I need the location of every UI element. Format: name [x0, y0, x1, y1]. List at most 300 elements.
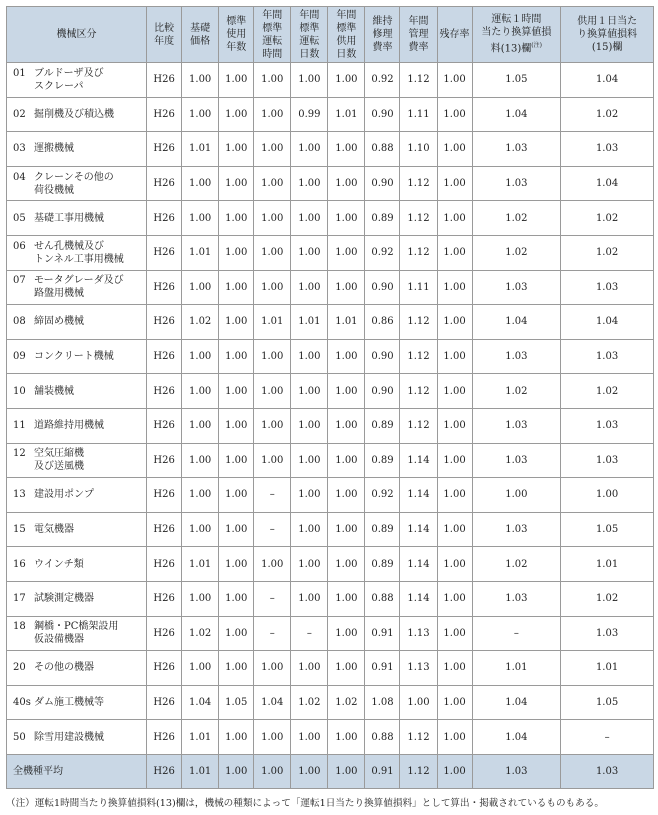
cell-year: H26	[147, 235, 182, 270]
cell-annual-days: 1.00	[291, 166, 328, 201]
cell-annual-service-days: 1.00	[328, 166, 365, 201]
table-row	[7, 581, 654, 616]
cell-maintenance: 0.92	[365, 478, 400, 513]
header-line: 管理	[408, 29, 429, 40]
header-annual-hours	[254, 7, 291, 63]
cell-residual: 1.00	[437, 201, 472, 236]
cell-category	[7, 374, 147, 409]
cell-daily-loss: 1.03	[561, 408, 654, 443]
category-code: 06	[13, 240, 26, 252]
cell-maintenance: 0.91	[365, 651, 400, 686]
cell-annual-hours: 1.00	[254, 651, 291, 686]
cell-year: H26	[147, 547, 182, 582]
category-name-line: 鋼橋・PC橋架設用	[34, 621, 119, 633]
cell-category	[7, 166, 147, 201]
header-line: 比較	[154, 22, 175, 34]
cell-maintenance: 0.88	[365, 132, 400, 167]
cell-hourly-loss: 1.04	[472, 685, 561, 720]
header-line: 供用１日当た	[577, 16, 638, 27]
cell-daily-loss: 1.03	[561, 339, 654, 374]
cell-annual-hours: 1.00	[254, 339, 291, 374]
cell-management: 1.12	[400, 201, 437, 236]
header-line: 供用	[336, 35, 357, 47]
category-name-line: 仮設備機器	[34, 634, 84, 646]
cell-residual: 1.00	[437, 374, 472, 409]
cell-management: 1.14	[400, 581, 437, 616]
cell-year: H26	[147, 478, 182, 513]
cell-management: 1.00	[400, 685, 437, 720]
category-code: 20	[13, 662, 26, 674]
category-name-line: 路盤用機械	[34, 288, 84, 300]
header-line: 費率	[408, 42, 429, 53]
category-code: 13	[13, 489, 26, 501]
cell-maintenance: 0.89	[365, 408, 400, 443]
cell-annual-hours: –	[254, 512, 291, 547]
cell-maintenance: 0.90	[365, 374, 400, 409]
cell-hourly-loss: 1.04	[472, 97, 561, 132]
category-name	[34, 558, 84, 571]
cell-category	[7, 685, 147, 720]
cell-annual-days: 1.00	[291, 651, 328, 686]
cell-base-price: 1.00	[182, 201, 219, 236]
cell-std-years: 1.00	[219, 305, 254, 340]
cell-annual-service-days: 1.00	[328, 270, 365, 305]
cell-base-price: 1.00	[182, 63, 219, 98]
cell-daily-loss: 1.00	[561, 478, 654, 513]
cell-base-price: 1.00	[182, 581, 219, 616]
cell-hourly-loss: 1.05	[472, 63, 561, 98]
cell-annual-days: 1.00	[291, 408, 328, 443]
header-line: 時間	[262, 48, 283, 60]
cell-hourly-loss: 1.03	[472, 408, 561, 443]
category-name	[34, 620, 118, 646]
cell-annual-service-days: 1.00	[328, 581, 365, 616]
category-code: 09	[13, 351, 26, 363]
cell-year: H26	[147, 305, 182, 340]
category-name	[34, 592, 94, 605]
category-code: 50	[13, 731, 26, 743]
cell-management: 1.14	[400, 512, 437, 547]
cell-hourly-loss: 1.01	[472, 651, 561, 686]
category-code: 17	[13, 593, 26, 605]
cell-annual-days: 0.99	[291, 97, 328, 132]
cell-base-price: 1.01	[182, 720, 219, 755]
cell-hourly-loss: 1.02	[472, 374, 561, 409]
header-line: 標準	[226, 16, 247, 27]
category-name-line: 試験測定機器	[34, 593, 94, 605]
cell-annual-service-days: 1.00	[328, 651, 365, 686]
cell-year: H26	[147, 201, 182, 236]
cell-annual-hours: –	[254, 616, 291, 651]
cell-daily-loss: 1.03	[561, 270, 654, 305]
category-name	[34, 171, 114, 197]
category-name-line: ダム施工機械等	[34, 696, 104, 708]
cell-residual: 1.00	[437, 685, 472, 720]
cell-std-years: 1.00	[219, 201, 254, 236]
header-management	[400, 7, 437, 63]
cell-year: H26	[147, 720, 182, 755]
header-std-years	[219, 7, 254, 63]
comparison-table	[6, 6, 654, 789]
cell-residual: 1.00	[437, 512, 472, 547]
cell-base-price: 1.00	[182, 651, 219, 686]
header-line: 運転１時間	[491, 14, 542, 26]
category-name-line: 掘削機及び積込機	[34, 108, 114, 120]
cell-residual: 1.00	[437, 408, 472, 443]
cell-std-years: 1.00	[219, 374, 254, 409]
cell-management: 1.13	[400, 616, 437, 651]
cell-annual-days: 1.00	[291, 270, 328, 305]
cell-base-price: 1.00	[182, 374, 219, 409]
header-line: 標準	[262, 22, 283, 34]
cell-category	[7, 720, 147, 755]
cell-annual-hours: 1.00	[254, 97, 291, 132]
header-hourly-loss	[472, 7, 561, 63]
header-line: 年数	[226, 42, 247, 53]
cell-maintenance: 0.92	[365, 235, 400, 270]
cell-year: H26	[147, 166, 182, 201]
cell-annual-hours: 1.00	[254, 408, 291, 443]
table-row	[7, 63, 654, 98]
cell-management: 1.12	[400, 166, 437, 201]
header-line: 使用	[226, 29, 247, 40]
cell-annual-days: 1.00	[291, 581, 328, 616]
table-row	[7, 408, 654, 443]
cell-year: H26	[147, 374, 182, 409]
cell-residual: 1.00	[437, 235, 472, 270]
cell-annual-days: –	[291, 616, 328, 651]
cell-category	[7, 339, 147, 374]
average-base-price: 1.01	[182, 754, 219, 788]
table-row	[7, 720, 654, 755]
cell-residual: 1.00	[437, 547, 472, 582]
header-line: 年間	[336, 9, 357, 21]
header-line: 年間	[299, 9, 320, 21]
average-residual: 1.00	[437, 754, 472, 788]
cell-year: H26	[147, 97, 182, 132]
cell-base-price: 1.01	[182, 235, 219, 270]
cell-maintenance: 0.90	[365, 339, 400, 374]
cell-annual-service-days: 1.00	[328, 201, 365, 236]
cell-annual-service-days: 1.00	[328, 547, 365, 582]
cell-base-price: 1.00	[182, 478, 219, 513]
category-code: 01	[13, 67, 26, 79]
cell-residual: 1.00	[437, 132, 472, 167]
cell-annual-days: 1.00	[291, 63, 328, 98]
cell-annual-days: 1.00	[291, 512, 328, 547]
header-note-marker: (注)	[531, 42, 542, 50]
cell-year: H26	[147, 581, 182, 616]
category-name-line: 建設用ポンプ	[34, 489, 94, 501]
cell-maintenance: 0.90	[365, 166, 400, 201]
cell-annual-days: 1.02	[291, 685, 328, 720]
header-line: 維持	[372, 16, 393, 27]
cell-year: H26	[147, 339, 182, 374]
table-row	[7, 685, 654, 720]
cell-year: H26	[147, 270, 182, 305]
category-name	[34, 523, 74, 536]
cell-annual-service-days: 1.00	[328, 374, 365, 409]
cell-maintenance: 0.90	[365, 270, 400, 305]
cell-maintenance: 0.89	[365, 201, 400, 236]
header-line: 当たり換算値損	[481, 27, 552, 39]
cell-daily-loss: 1.04	[561, 63, 654, 98]
cell-residual: 1.00	[437, 63, 472, 98]
table-row	[7, 512, 654, 547]
category-name	[34, 315, 84, 328]
header-line: (15)欄	[591, 42, 623, 53]
cell-maintenance: 0.91	[365, 616, 400, 651]
cell-residual: 1.00	[437, 443, 472, 478]
average-std-years: 1.00	[219, 754, 254, 788]
cell-management: 1.12	[400, 408, 437, 443]
category-name-line: トンネル工事用機械	[34, 253, 124, 265]
average-row	[7, 754, 654, 788]
cell-residual: 1.00	[437, 166, 472, 201]
category-name-line: その他の機器	[34, 662, 94, 674]
cell-management: 1.12	[400, 339, 437, 374]
cell-base-price: 1.00	[182, 166, 219, 201]
cell-year: H26	[147, 685, 182, 720]
cell-daily-loss: 1.03	[561, 132, 654, 167]
cell-residual: 1.00	[437, 581, 472, 616]
category-name-line: ブルドーザ及び	[34, 67, 104, 79]
cell-annual-hours: –	[254, 478, 291, 513]
cell-management: 1.12	[400, 374, 437, 409]
cell-annual-service-days: 1.00	[328, 339, 365, 374]
cell-year: H26	[147, 651, 182, 686]
header-line: 年度	[154, 35, 175, 47]
header-line: り換算値損料	[577, 29, 638, 40]
cell-category	[7, 305, 147, 340]
average-annual-service-days: 1.00	[328, 754, 365, 788]
category-name	[34, 731, 104, 744]
average-annual-hours: 1.00	[254, 754, 291, 788]
table-row	[7, 270, 654, 305]
cell-annual-service-days: 1.00	[328, 720, 365, 755]
cell-hourly-loss: 1.03	[472, 581, 561, 616]
category-name	[34, 108, 114, 121]
header-year	[147, 7, 182, 63]
cell-daily-loss: 1.02	[561, 374, 654, 409]
category-code: 16	[13, 558, 26, 570]
category-name-line: コンクリート機械	[34, 351, 114, 363]
cell-year: H26	[147, 512, 182, 547]
cell-daily-loss: 1.04	[561, 305, 654, 340]
table-row	[7, 235, 654, 270]
cell-management: 1.12	[400, 720, 437, 755]
cell-maintenance: 0.88	[365, 581, 400, 616]
cell-year: H26	[147, 443, 182, 478]
cell-hourly-loss: 1.02	[472, 547, 561, 582]
header-line: 料(13)欄$^{(注)}$	[490, 42, 542, 55]
cell-annual-service-days: 1.00	[328, 443, 365, 478]
cell-daily-loss: –	[561, 720, 654, 755]
category-name-line: 荷役機械	[34, 184, 74, 196]
cell-annual-days: 1.00	[291, 374, 328, 409]
cell-base-price: 1.00	[182, 408, 219, 443]
category-code: 10	[13, 385, 26, 397]
header-line: 運転	[299, 35, 320, 47]
cell-annual-service-days: 1.00	[328, 132, 365, 167]
cell-std-years: 1.00	[219, 166, 254, 201]
cell-base-price: 1.04	[182, 685, 219, 720]
cell-annual-hours: 1.00	[254, 270, 291, 305]
cell-residual: 1.00	[437, 339, 472, 374]
header-line: 年間	[262, 9, 283, 21]
header-line: 標準	[336, 22, 357, 34]
cell-base-price: 1.02	[182, 616, 219, 651]
cell-std-years: 1.00	[219, 651, 254, 686]
table-body	[7, 63, 654, 789]
cell-hourly-loss: 1.03	[472, 132, 561, 167]
cell-category	[7, 581, 147, 616]
table-row	[7, 443, 654, 478]
header-base-price	[182, 7, 219, 63]
cell-annual-hours: 1.00	[254, 63, 291, 98]
cell-std-years: 1.00	[219, 97, 254, 132]
table-row	[7, 616, 654, 651]
category-name-line: クレーンその他の	[34, 171, 114, 183]
category-name	[34, 274, 124, 300]
cell-annual-hours: 1.00	[254, 720, 291, 755]
category-name-line: 空気圧縮機	[34, 448, 84, 460]
cell-management: 1.14	[400, 478, 437, 513]
cell-base-price: 1.00	[182, 339, 219, 374]
cell-std-years: 1.00	[219, 581, 254, 616]
cell-daily-loss: 1.03	[561, 616, 654, 651]
cell-annual-service-days: 1.00	[328, 512, 365, 547]
category-name-line: 道路維持用機械	[34, 420, 104, 432]
header-line: 費率	[372, 42, 393, 53]
cell-management: 1.14	[400, 443, 437, 478]
category-name	[34, 350, 114, 363]
cell-hourly-loss: 1.03	[472, 512, 561, 547]
table-row	[7, 166, 654, 201]
cell-annual-days: 1.01	[291, 305, 328, 340]
cell-residual: 1.00	[437, 478, 472, 513]
category-code: 05	[13, 212, 26, 224]
cell-annual-hours: 1.00	[254, 166, 291, 201]
cell-std-years: 1.05	[219, 685, 254, 720]
cell-residual: 1.00	[437, 651, 472, 686]
cell-management: 1.12	[400, 305, 437, 340]
table-row	[7, 478, 654, 513]
cell-base-price: 1.00	[182, 97, 219, 132]
category-code: 03	[13, 143, 26, 155]
category-name	[34, 212, 104, 225]
average-daily-loss: 1.03	[561, 754, 654, 788]
header-line: 運転	[262, 35, 283, 47]
cell-hourly-loss: 1.03	[472, 339, 561, 374]
cell-category	[7, 97, 147, 132]
category-code: 18	[13, 621, 26, 633]
cell-daily-loss: 1.02	[561, 235, 654, 270]
cell-year: H26	[147, 616, 182, 651]
cell-std-years: 1.00	[219, 339, 254, 374]
cell-maintenance: 0.89	[365, 443, 400, 478]
cell-category	[7, 235, 147, 270]
cell-annual-service-days: 1.00	[328, 616, 365, 651]
cell-hourly-loss: 1.04	[472, 305, 561, 340]
average-hourly-loss: 1.03	[472, 754, 561, 788]
table-row	[7, 201, 654, 236]
table-row	[7, 339, 654, 374]
cell-category	[7, 478, 147, 513]
header-residual: 残存率	[437, 7, 472, 63]
category-name-line: せん孔機械及び	[34, 240, 104, 252]
cell-annual-hours: 1.00	[254, 235, 291, 270]
category-name-line: 舗装機械	[34, 385, 74, 397]
cell-annual-service-days: 1.00	[328, 408, 365, 443]
category-name-line: 及び送風機	[34, 461, 84, 473]
table-row	[7, 132, 654, 167]
cell-management: 1.12	[400, 235, 437, 270]
table-row	[7, 305, 654, 340]
category-name-line: 締固め機械	[34, 316, 84, 328]
cell-residual: 1.00	[437, 270, 472, 305]
header-line: 修理	[372, 29, 393, 40]
cell-daily-loss: 1.05	[561, 685, 654, 720]
cell-residual: 1.00	[437, 97, 472, 132]
category-name	[34, 419, 104, 432]
cell-annual-hours: 1.00	[254, 374, 291, 409]
cell-daily-loss: 1.03	[561, 443, 654, 478]
cell-management: 1.12	[400, 63, 437, 98]
cell-maintenance: 0.90	[365, 97, 400, 132]
cell-annual-hours: –	[254, 581, 291, 616]
average-annual-days: 1.00	[291, 754, 328, 788]
cell-maintenance: 0.86	[365, 305, 400, 340]
cell-management: 1.11	[400, 270, 437, 305]
header-annual-service-days	[328, 7, 365, 63]
cell-year: H26	[147, 132, 182, 167]
header-annual-days	[291, 7, 328, 63]
average-year: H26	[147, 754, 182, 788]
cell-std-years: 1.00	[219, 270, 254, 305]
cell-category	[7, 547, 147, 582]
cell-base-price: 1.01	[182, 132, 219, 167]
cell-category	[7, 408, 147, 443]
header-daily-loss	[561, 7, 654, 63]
cell-base-price: 1.01	[182, 547, 219, 582]
category-name-line: 除雪用建設機械	[34, 731, 104, 743]
cell-base-price: 1.02	[182, 305, 219, 340]
category-code: 08	[13, 316, 26, 328]
table-row	[7, 97, 654, 132]
header-line: 日数	[336, 48, 357, 60]
cell-daily-loss: 1.05	[561, 512, 654, 547]
category-name	[34, 240, 124, 266]
header-line: 年間	[408, 16, 429, 27]
cell-annual-hours: 1.04	[254, 685, 291, 720]
cell-category	[7, 512, 147, 547]
category-name	[34, 447, 84, 473]
average-label: 全機種平均	[7, 754, 147, 788]
cell-year: H26	[147, 63, 182, 98]
cell-daily-loss: 1.02	[561, 581, 654, 616]
category-name	[34, 488, 94, 501]
cell-category	[7, 132, 147, 167]
category-name-line: ウインチ類	[34, 558, 84, 570]
table-row	[7, 547, 654, 582]
header-line: 価格	[190, 35, 211, 47]
footnote: （注）運転1時間当たり換算値損料(13)欄は，機械の種類によって「運転1日当たり換算値損料」として算出・掲載されているものもある。	[6, 798, 604, 809]
cell-category	[7, 270, 147, 305]
cell-base-price: 1.00	[182, 270, 219, 305]
cell-std-years: 1.00	[219, 547, 254, 582]
cell-daily-loss: 1.02	[561, 97, 654, 132]
